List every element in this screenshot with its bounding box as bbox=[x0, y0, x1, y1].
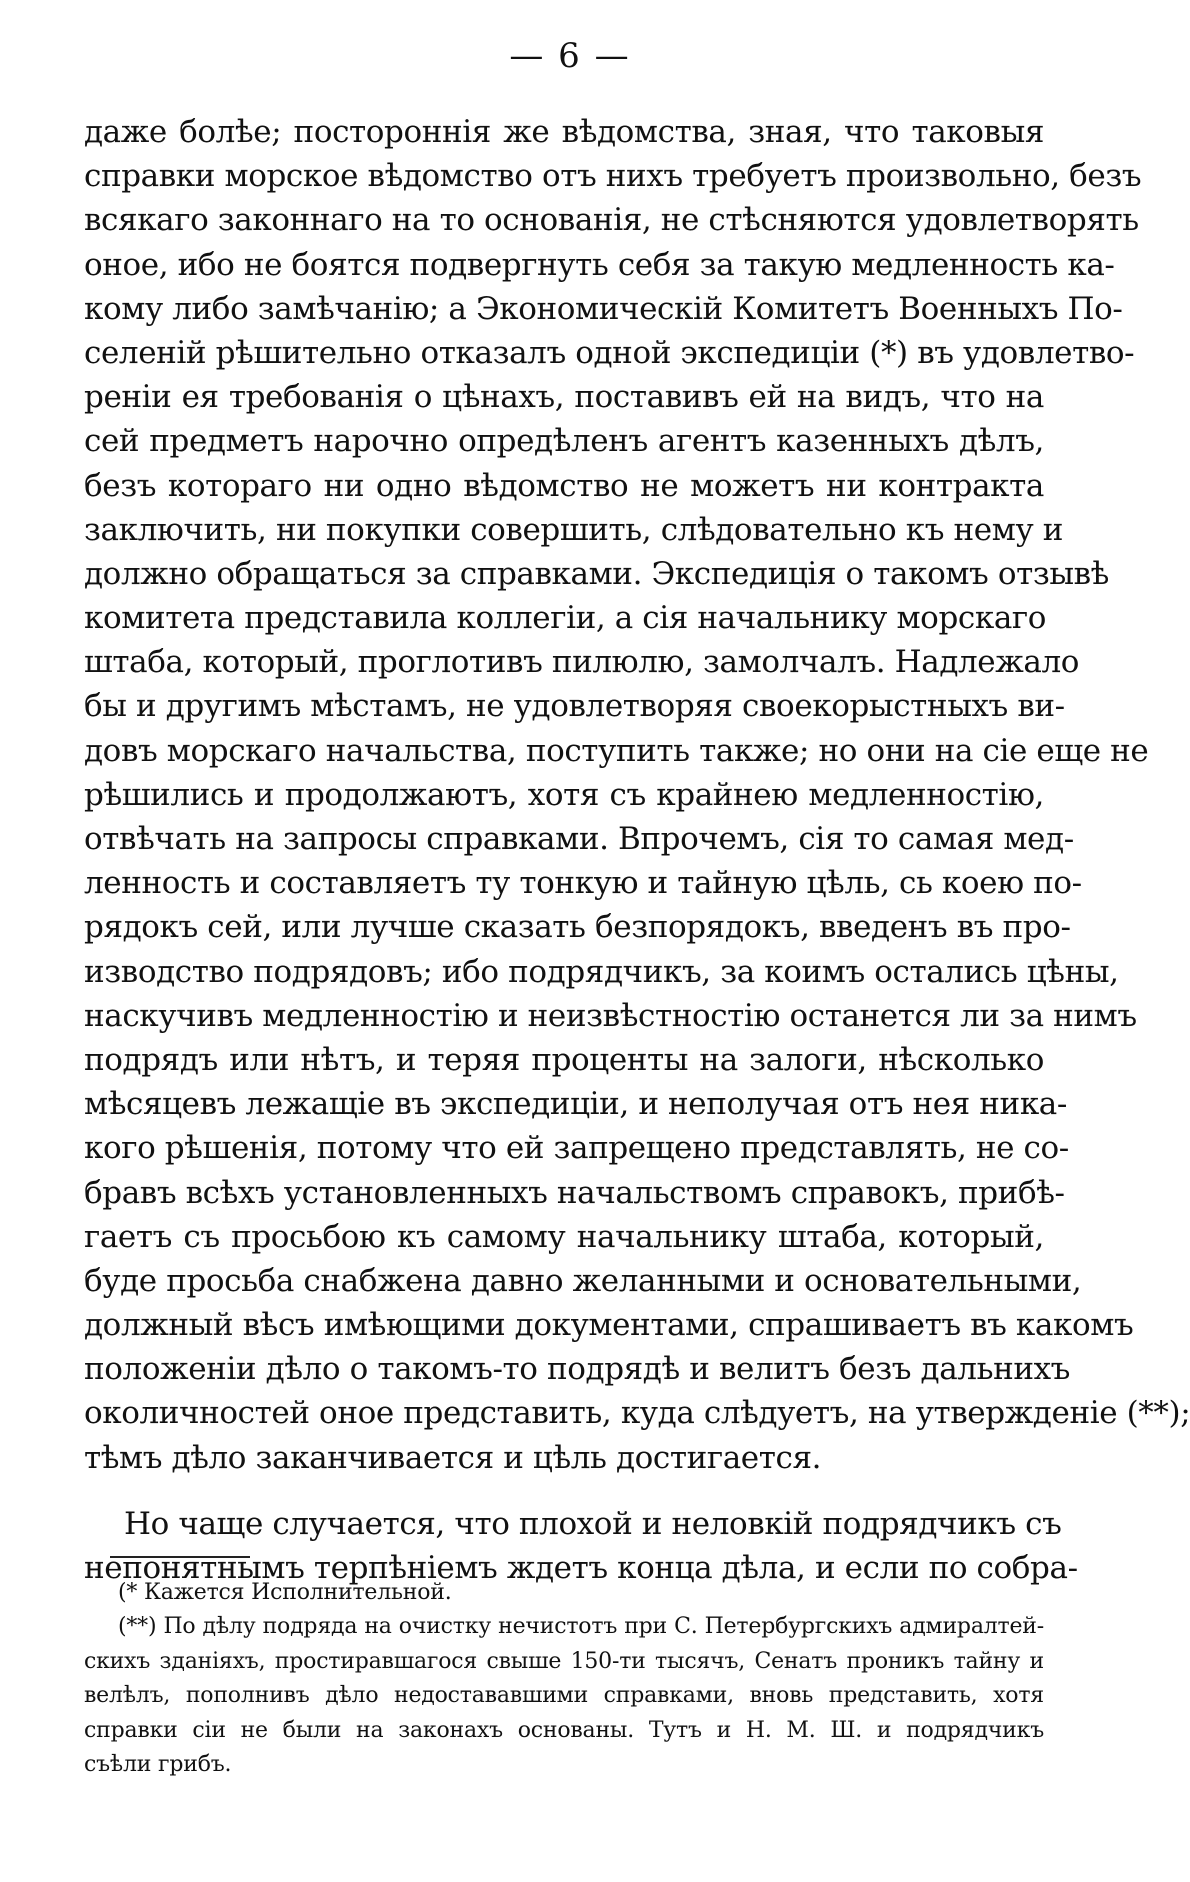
text-line: безъ котораго ни одно вѣдомство не можетъ ни контракта bbox=[84, 467, 1044, 504]
text-line: подрядъ или нѣтъ, и теряя проценты на залоги, нѣсколько bbox=[84, 1041, 1044, 1078]
text-line: кому либо замѣчанію; а Экономическій Комитетъ Военныхъ По- bbox=[84, 290, 1123, 327]
text-line: штаба, который, проглотивъ пилюлю, замолчалъ. Надлежало bbox=[84, 644, 1080, 681]
footnote-2 bbox=[84, 1610, 1044, 1782]
footnote-line: (**) По дѣлу подряда на очистку нечистотъ при С. Петербургскихъ адмиралтей- bbox=[118, 1614, 1044, 1640]
text-line: наскучивъ медленностію и неизвѣстностію останется ли за нимъ bbox=[84, 997, 1137, 1034]
text-line: даже болѣе; постороннія же вѣдомства, зная, что таковыя bbox=[84, 114, 1044, 150]
text-line: всякаго законнаго на то основанія, не стѣсняются удовлетворять bbox=[84, 202, 1139, 239]
text-line: селеній рѣшительно отказалъ одной экспедиціи (*) въ удовлетво- bbox=[84, 334, 1135, 371]
main-text bbox=[84, 110, 1190, 1590]
text-line: реніи ея требованія о цѣнахъ, поставивъ ей на видъ, что на bbox=[84, 379, 1044, 416]
paragraph-1 bbox=[84, 110, 1190, 1480]
text-line: бы и другимъ мѣстамъ, не удовлетворяя своекорыстныхъ ви- bbox=[84, 688, 1065, 725]
footnote-line: скихъ зданіяхъ, простиравшагося свыше 150-ти тысячъ, Сенатъ проникъ тайну и bbox=[84, 1648, 1044, 1674]
footnote-line: справки сіи не были на законахъ основаны. Тутъ и Н. М. Ш. и подрядчикъ bbox=[84, 1717, 1044, 1743]
text-line: непонятнымъ терпѣніемъ ждетъ конца дѣла, и если по собра- bbox=[84, 1550, 1078, 1586]
text-line: справки морское вѣдомство отъ нихъ требуетъ произвольно, безъ bbox=[84, 158, 1142, 195]
text-line: рядокъ сей, или лучше сказать безпорядокъ, введенъ въ про- bbox=[84, 909, 1071, 946]
text-line: Но чаще случается, что плохой и неловкій подрядчикъ съ bbox=[124, 1505, 1062, 1542]
text-line: должный вѣсъ имѣющими документами, спрашиваетъ въ какомъ bbox=[84, 1307, 1134, 1344]
text-line: ленность и составляетъ ту тонкую и тайную цѣль, сь коею по- bbox=[84, 865, 1082, 902]
text-line: сей предметъ нарочно опредѣленъ агентъ казенныхъ дѣлъ, bbox=[84, 423, 1044, 460]
text-line: бравъ всѣхъ установленныхъ начальствомъ справокъ, прибѣ- bbox=[84, 1174, 1065, 1211]
footnote-line: съѣли грибъ. bbox=[84, 1751, 232, 1777]
text-line: довъ морскаго начальства, поступить также; но они на сіе еще не bbox=[84, 732, 1149, 769]
text-line: заключить, ни покупки совершить, слѣдовательно къ нему и bbox=[84, 511, 1064, 548]
text-line: мѣсяцевъ лежащіе въ экспедиціи, и неполучая отъ нея ника- bbox=[84, 1086, 1067, 1123]
text-line: изводство подрядовъ; ибо подрядчикъ, за коимъ остались цѣны, bbox=[84, 953, 1119, 990]
text-line: должно обращаться за справками. Экспедиція о такомъ отзывѣ bbox=[84, 555, 1109, 592]
footnote-1 bbox=[84, 1576, 1044, 1610]
text-line: тѣмъ дѣло заканчивается и цѣль достигается. bbox=[84, 1439, 822, 1476]
footnote-line: велѣлъ, пополнивъ дѣло недостававшими справками, вновь представить, хотя bbox=[84, 1683, 1044, 1709]
footnote-divider bbox=[110, 1556, 250, 1558]
text-line: гаетъ съ просьбою къ самому начальнику штаба, который, bbox=[84, 1218, 1044, 1255]
text-line: положеніи дѣло о такомъ-то подрядѣ и велитъ безъ дальнихъ bbox=[84, 1351, 1071, 1388]
text-line: околичностей оное представить, куда слѣдуетъ, на утвержденіе (**); bbox=[84, 1395, 1190, 1432]
text-line: оное, ибо не боятся подвергнуть себя за такую медленность ка- bbox=[84, 246, 1115, 283]
text-line: отвѣчать на запросы справками. Впрочемъ, сія то самая мед- bbox=[84, 821, 1074, 857]
paragraph-gap bbox=[84, 1480, 1044, 1502]
page-number: — 6 — bbox=[509, 36, 631, 76]
text-line: буде просьба снабжена давно желанными и основательными, bbox=[84, 1262, 1082, 1299]
footnote-line: (* Кажется Исполнительной. bbox=[118, 1580, 452, 1605]
text-line: рѣшились и продолжаютъ, хотя съ крайнею медленностію, bbox=[84, 776, 1044, 813]
footnotes bbox=[84, 1576, 1044, 1782]
text-line: комитета представила коллегіи, а сія начальнику морскаго bbox=[84, 600, 1047, 637]
text-line: кого рѣшенія, потому что ей запрещено представлять, не со- bbox=[84, 1130, 1069, 1167]
